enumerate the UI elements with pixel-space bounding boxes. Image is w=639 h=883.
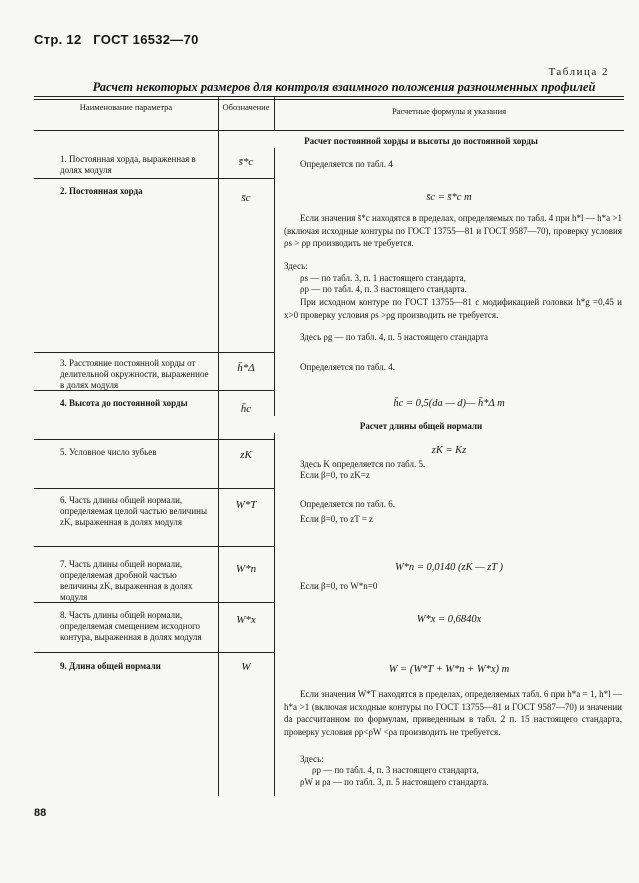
param-name-8: 8. Часть длины общей нормали, определяемая смещением исходного контура, выраженная в долях модуля (60, 610, 202, 642)
column-header-name: Наименование параметра (79, 102, 173, 112)
param-name-7: 7. Часть длины общей нормали, определяемая дробной частью величины zK, выраженная в долях модуля (60, 559, 193, 602)
formula-line-9b: ρW и ρa — по табл. 3, п. 5 настоящего стандарта. (300, 777, 489, 787)
table-number: Таблица 2 (548, 66, 609, 78)
formula-here-2: Здесь: (284, 261, 308, 271)
formula-line-7: Если β=0, то W*n=0 (300, 581, 378, 591)
column-divider-2-part1 (274, 148, 275, 416)
row-rule (34, 652, 274, 653)
row-rule (34, 352, 274, 353)
page-header (34, 32, 199, 47)
param-symbol-4: h̄c (240, 403, 252, 415)
formula-here-9: Здесь: (300, 754, 324, 764)
formula-line-5a: Здесь K определяется по табл. 5. (300, 459, 426, 469)
column-header-symbol: Обозначение (222, 102, 270, 112)
row-rule (34, 488, 274, 489)
param-symbol-2: s̄c (241, 192, 251, 204)
formula-line-5b: Если β=0, то zK=z (300, 470, 370, 480)
standard-code: ГОСТ 16532—70 (93, 32, 199, 47)
param-symbol-6: W*T (235, 499, 257, 511)
param-symbol-7: W*n (235, 563, 257, 575)
formula-para-9: Если значения W*T находятся в пределах, определяемых табл. 6 при h*a = 1, h*l — h*a >1 (включая исходные контуры по ГОСТ 13755—81 и ГОСТ 9587—70) и значении da рассчитанном по формулам, приведенным в табл. 2 п. 15 настоящего стандарта, проверку условия ρp<ρW <ρa производить не требуется. (284, 689, 622, 737)
table-top-rule (34, 96, 624, 97)
formula-4: h̄c = 0,5(da — d)— h̄*Δ m (393, 398, 505, 409)
column-header-formula: Расчетные формулы и указания (391, 106, 507, 116)
param-name-4: 4. Высота до постоянной хорды (60, 398, 188, 408)
formula-text-1: Определяется по табл. 4 (300, 159, 393, 169)
section-heading-normal: Расчет длины общей нормали (359, 421, 483, 431)
param-name-3: 3. Расстояние постоянной хорды от делительной окружности, выраженное в долях модуля (60, 358, 209, 390)
formula-line-6a: Определяется по табл. 6. (300, 499, 396, 509)
formula-2: s̄c = s̄*c m (426, 192, 472, 203)
param-symbol-9: W (241, 661, 251, 673)
formula-line-6b: Если β=0, то zT = z (300, 514, 374, 524)
param-name-5: 5. Условное число зубьев (60, 447, 157, 457)
param-name-6: 6. Часть длины общей нормали, определяемая целой частью величины zK, выраженная в долях модуля (60, 495, 208, 527)
formula-line-9a: ρp — по табл. 4, п. 3 настоящего стандарта, (312, 765, 479, 775)
table-title: Расчет некоторых размеров для контроля взаимного положения разноименных профилей (92, 80, 596, 94)
row-rule (34, 546, 274, 547)
param-symbol-5: zK (240, 449, 252, 461)
param-name-2: 2. Постоянная хорда (60, 186, 143, 196)
param-symbol-3: h̄*Δ (237, 362, 255, 374)
page-label: Стр. 12 (34, 32, 82, 47)
table-top-rule-2 (34, 99, 624, 100)
param-symbol-8: W*x (236, 614, 256, 626)
formula-9: W = (W*T + W*n + W*x) m (388, 664, 510, 675)
param-name-9: 9. Длина общей нормали (60, 661, 161, 671)
formula-line-2b: ρp — по табл. 4, п. 3 настоящего стандарта. (300, 284, 467, 294)
page-number: 88 (34, 807, 47, 819)
row-rule (34, 178, 274, 179)
param-name-1: 1. Постоянная хорда, выраженная в долях модуля (60, 154, 196, 175)
formula-5: zK = Kz (431, 445, 467, 456)
formula-para-2b: При исходном контуре по ГОСТ 13755—81 с модификацией головки h*g =0,45 и x>0 проверку условия ρs >ρg производить не требуется. (284, 297, 622, 320)
formula-para-2a: Если значения s̄*c находятся в пределах, определяемых по табл. 4 при h*l — h*a >1 (включая исходные контуры по ГОСТ 13755—81 и ГОСТ 9587—70), проверку условия ρs > ρp производить не требуется. (284, 213, 622, 248)
formula-text-3: Определяется по табл. 4. (300, 362, 396, 372)
formula-8: W*x = 0,6840x (416, 614, 482, 625)
param-symbol-1: s̄*c (238, 156, 254, 168)
header-bottom-rule (34, 130, 624, 131)
formula-line-2a: ρs — по табл. 3, п. 1 настоящего стандарта, (300, 273, 466, 283)
formula-line-2c: Здесь ρg — по табл. 4, п. 5 настоящего стандарта (300, 332, 489, 342)
formula-7: W*n = 0,0140 (zK — zT ) (394, 562, 504, 573)
section-heading-chord: Расчет постоянной хорды и высоты до постоянной хорды (304, 136, 538, 146)
row-rule (34, 439, 274, 440)
